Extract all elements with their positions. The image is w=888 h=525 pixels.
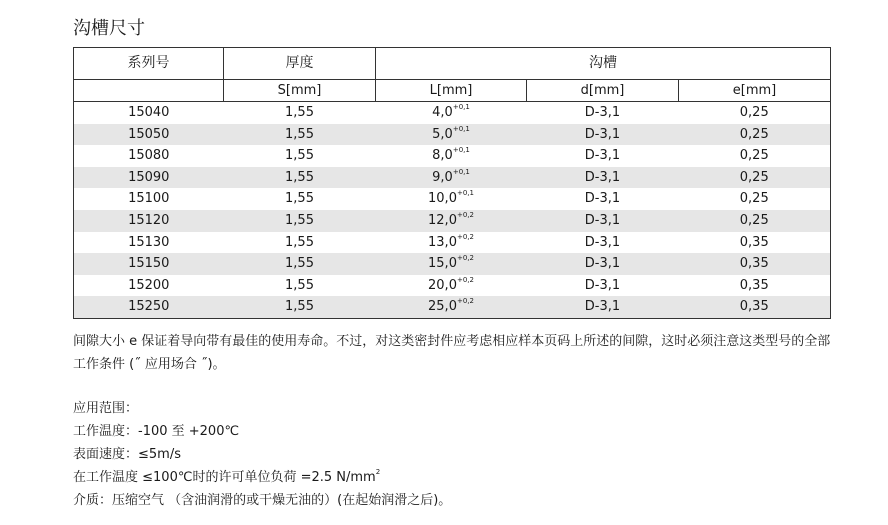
subheader-e: e[mm] bbox=[679, 80, 831, 102]
cell-l-value: 5,0 bbox=[432, 126, 453, 142]
cell-e: 0,25 bbox=[679, 145, 831, 167]
cell-e: 0,35 bbox=[679, 232, 831, 254]
cell-l-tolerance: +0,2 bbox=[456, 210, 474, 219]
cell-s: 1,55 bbox=[285, 277, 314, 293]
subheader-empty bbox=[74, 80, 224, 102]
table-row bbox=[74, 275, 831, 297]
cell-l-tolerance: +0,2 bbox=[456, 297, 474, 306]
usage-heading: 应用范围： bbox=[73, 401, 139, 416]
cell-e: 0,25 bbox=[679, 124, 831, 146]
cell-s: 1,55 bbox=[224, 167, 376, 189]
cell-series: 15200 bbox=[74, 275, 224, 297]
table-row bbox=[74, 188, 831, 210]
cell-series: 15090 bbox=[74, 167, 224, 189]
usage-load-superscript: 2 bbox=[375, 468, 381, 476]
usage-medium: 介质：压缩空气 （含油润滑的或干燥无油的）(在起始润滑之后)。 bbox=[73, 493, 452, 508]
cell-l-value: 25,0 bbox=[428, 299, 457, 315]
cell-series: 15080 bbox=[74, 145, 224, 167]
cell-l bbox=[376, 145, 527, 167]
cell-s: 1,55 bbox=[285, 191, 314, 207]
cell-l bbox=[376, 102, 527, 124]
section-title: 沟槽尺寸 bbox=[73, 18, 145, 39]
subheader-l: L[mm] bbox=[376, 80, 527, 102]
cell-l-tolerance: +0,2 bbox=[456, 275, 474, 284]
cell-l-value: 12,0 bbox=[428, 212, 457, 228]
table-row bbox=[74, 102, 831, 124]
cell-s: 1,55 bbox=[285, 148, 314, 164]
table-row bbox=[74, 232, 831, 254]
cell-l bbox=[376, 275, 527, 297]
usage-load-text: 在工作温度 ≤100℃时的许可单位负荷 =2.5 N/mm bbox=[73, 470, 376, 485]
cell-e: 0,35 bbox=[679, 253, 831, 275]
cell-e: 0,25 bbox=[679, 188, 831, 210]
header-series: 系列号 bbox=[74, 48, 224, 80]
cell-l bbox=[376, 188, 527, 210]
cell-series: 15120 bbox=[74, 210, 224, 232]
cell-l bbox=[376, 253, 527, 275]
cell-s: 1,55 bbox=[285, 105, 314, 120]
subheader-s: S[mm] bbox=[224, 80, 376, 102]
cell-d: D-3,1 bbox=[584, 105, 621, 120]
clearance-note: 间隙大小 e 保证着导向带有最佳的使用寿命。不过，对这类密封件应考虑相应样本页码上所述的间隙，这时必须注意这类型号的全部工作条件 (˝ 应用场合 ˝)。 bbox=[73, 334, 831, 372]
table-subheader-row bbox=[74, 80, 831, 102]
cell-series: 15050 bbox=[74, 124, 224, 146]
table-row bbox=[74, 210, 831, 232]
cell-l bbox=[376, 167, 527, 189]
cell-l-value: 20,0 bbox=[428, 277, 457, 293]
table-header-row bbox=[74, 48, 831, 80]
cell-l-tolerance: +0,1 bbox=[452, 146, 470, 155]
cell-l bbox=[376, 232, 527, 254]
cell-series: 15130 bbox=[74, 232, 224, 254]
cell-l bbox=[376, 210, 527, 232]
cell-s: 1,55 bbox=[285, 234, 314, 250]
cell-l-tolerance: +0,2 bbox=[456, 232, 474, 241]
cell-l bbox=[376, 124, 527, 146]
cell-series: 15150 bbox=[74, 253, 224, 275]
cell-l-value: 13,0 bbox=[428, 234, 457, 250]
cell-l-tolerance: +0,2 bbox=[456, 254, 474, 263]
cell-d: D-3,1 bbox=[584, 277, 621, 293]
table-row bbox=[74, 167, 831, 189]
cell-s: 1,55 bbox=[224, 124, 376, 146]
cell-l-tolerance: +0,1 bbox=[452, 103, 470, 111]
cell-l-value: 9,0 bbox=[432, 169, 453, 185]
usage-speed: 表面速度：≤5m/s bbox=[73, 447, 181, 462]
cell-series: 15250 bbox=[74, 296, 224, 318]
cell-d: D-3,1 bbox=[527, 124, 679, 146]
table-row bbox=[74, 296, 831, 318]
table-row bbox=[74, 145, 831, 167]
table-row bbox=[74, 124, 831, 146]
cell-e: 0,25 bbox=[679, 210, 831, 232]
header-thickness: 厚度 bbox=[224, 48, 376, 80]
cell-l-tolerance: +0,1 bbox=[456, 189, 474, 198]
cell-l-value: 8,0 bbox=[432, 148, 453, 164]
cell-l-value: 10,0 bbox=[428, 191, 457, 207]
cell-l-tolerance: +0,1 bbox=[452, 167, 470, 176]
cell-series: 15040 bbox=[74, 102, 224, 124]
cell-l-value: 15,0 bbox=[428, 256, 457, 272]
application-range bbox=[73, 397, 451, 512]
subheader-d: d[mm] bbox=[527, 80, 679, 102]
cell-d: D-3,1 bbox=[527, 296, 679, 318]
cell-s: 1,55 bbox=[224, 210, 376, 232]
cell-d: D-3,1 bbox=[527, 210, 679, 232]
cell-l-value: 4,0 bbox=[432, 105, 453, 120]
cell-series: 15100 bbox=[74, 188, 224, 210]
cell-e: 0,25 bbox=[679, 102, 831, 124]
cell-d: D-3,1 bbox=[584, 234, 621, 250]
groove-dimensions-table bbox=[73, 47, 831, 319]
cell-e: 0,35 bbox=[679, 296, 831, 318]
cell-e: 0,35 bbox=[679, 275, 831, 297]
cell-s: 1,55 bbox=[224, 296, 376, 318]
usage-load bbox=[73, 466, 451, 489]
cell-l bbox=[376, 296, 527, 318]
cell-e: 0,25 bbox=[679, 167, 831, 189]
cell-d: D-3,1 bbox=[527, 167, 679, 189]
usage-temperature: 工作温度：-100 至 +200℃ bbox=[73, 424, 240, 439]
header-groove: 沟槽 bbox=[376, 48, 831, 80]
cell-d: D-3,1 bbox=[584, 148, 621, 164]
table-row bbox=[74, 253, 831, 275]
cell-d: D-3,1 bbox=[527, 253, 679, 275]
cell-s: 1,55 bbox=[224, 253, 376, 275]
cell-d: D-3,1 bbox=[584, 191, 621, 207]
cell-l-tolerance: +0,1 bbox=[452, 124, 470, 133]
